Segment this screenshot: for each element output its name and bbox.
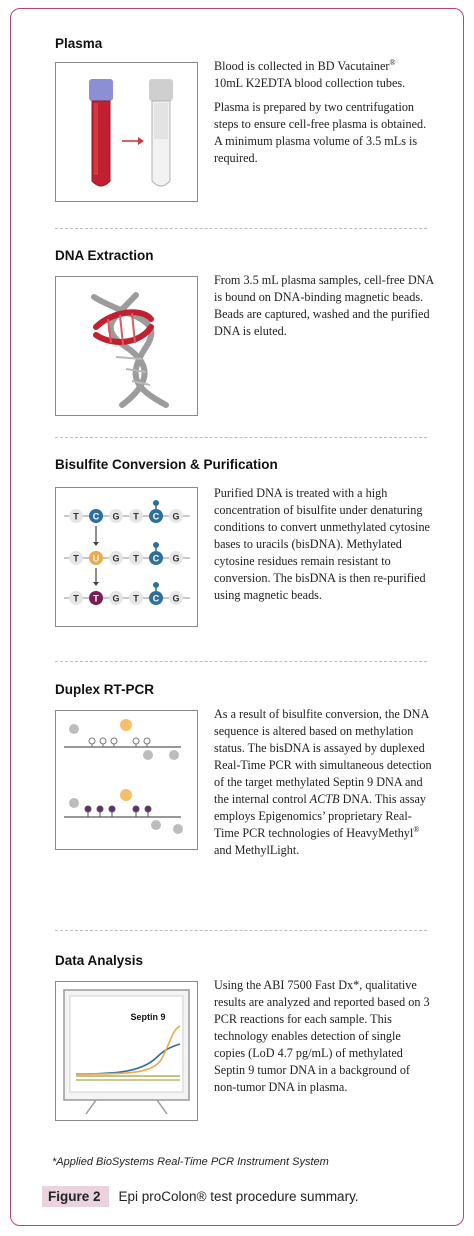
section-description: Blood is collected in BD Vacutainer® 10mL K2EDTA blood collection tubes. Plasma is prepared by two centrifugation steps to ensure cell-free plasma is obtained. A minimum plasma volume of 3.5 mLs is required. [214,58,434,174]
bisulfite-illustration [55,487,198,627]
base-label: C [152,593,160,604]
paragraph-line: Blood is collected in BD Vacutainer [214,59,390,73]
section-duplex-rt-pcr [55,682,430,922]
base-label: T [133,511,139,522]
paragraph: As a result of bisulfite conversion, the DNA sequence is altered based on methylation status. The bisDNA is assayed by duplexed Real-Time PCR with simultaneous detection of the target methylated Septin 9 DNA and the internal control ACTB DNA. This assay employs Epigenomics’ proprietary Real-Time PCR technologies of HeavyMethyl® and MethylLight. [214,707,432,857]
burst-icon [120,719,132,731]
probe-icons-unmethylated [89,738,150,747]
base-label: C [152,553,160,564]
methyl-group-icon [153,500,159,506]
base-label: T [133,553,139,564]
helix-graphic [56,277,197,415]
section-divider [55,661,427,662]
section-dna-extraction [55,248,434,428]
caption-text: Epi proColon® test procedure summary. [118,1189,359,1204]
dna-helix-illustration [55,276,198,416]
monitor-illustration [55,981,198,1121]
tube-cap-icon [89,79,113,101]
probe-icons-methylated [85,806,151,817]
paragraph: Using the ABI 7500 Fast Dx*, qualitative results are analyzed and reported based on 3 PCR reactions for each sample. This technology enables detection of single copies (LoD 4.7 pg/mL) of methylated Septin 9 tumor DNA in a background of non-tumor DNA in plasma. [214,978,430,1094]
section-divider [55,228,427,229]
section-title: Duplex RT-PCR [55,682,155,697]
section-description [214,977,434,1103]
monitor-graphic [56,982,197,1120]
base-label: T [133,593,139,604]
section-description [214,706,434,866]
paragraph: Purified DNA is treated with a high concentration of bisulfite under denaturing conditions to convert unmethylated cytosine bases to uracils (bisDNA). Methylated cytosine residues remain resistant to conversion. The bisDNA is then re-purified using magnetic beads. [214,486,430,602]
section-bisulfite [55,457,430,657]
section-title: Bisulfite Conversion & Purification [55,457,278,472]
paragraph-line: 10mL K2EDTA blood collection tubes. [214,76,406,90]
italic-term: ACTB [309,792,340,806]
figure-label: Figure 2 [42,1186,109,1207]
base-label: T [73,593,79,604]
footnote: *Applied BioSystems Real-Time PCR Instrument System [52,1156,329,1168]
pcr-illustration [55,710,198,850]
tube-graphic [56,63,197,201]
section-description [214,485,434,611]
bisulfite-graphic [56,488,197,626]
base-label: G [112,511,120,522]
figure-caption [42,1186,359,1207]
section-title: DNA Extraction [55,248,154,263]
section-plasma [55,36,430,226]
paragraph: Plasma is prepared by two centrifugation steps to ensure cell-free plasma is obtained. A minimum plasma volume of 3.5 mLs is required. [214,100,427,165]
section-data-analysis [55,953,430,1143]
methyl-group-icon [153,582,159,588]
base-label: T [93,593,99,604]
base-label: G [172,593,180,604]
arrowhead [93,542,99,546]
base-label: C [92,511,100,522]
section-title: Plasma [55,36,103,51]
base-label: G [172,511,180,522]
section-title: Data Analysis [55,953,144,968]
section-divider [55,437,427,438]
section-divider [55,930,427,931]
base-label: C [152,511,160,522]
fluorophore-icon [69,724,79,734]
base-label: T [73,511,79,522]
base-label: U [92,553,100,564]
base-label: G [112,593,120,604]
base-label: G [112,553,120,564]
base-label: G [172,553,180,564]
arrowhead [93,582,99,586]
methyl-group-icon [153,542,159,548]
section-description [214,272,434,347]
paragraph: From 3.5 mL plasma samples, cell-free DNA is bound on DNA-binding magnetic beads. Beads are captured, washed and the purified DNA is eluted. [214,273,434,338]
blood-tube-illustration [55,62,198,202]
monitor-label: Septin 9 [130,1012,166,1022]
base-label: T [73,553,79,564]
plasma-tube-cap-icon [149,79,173,101]
pcr-graphic [56,711,197,849]
